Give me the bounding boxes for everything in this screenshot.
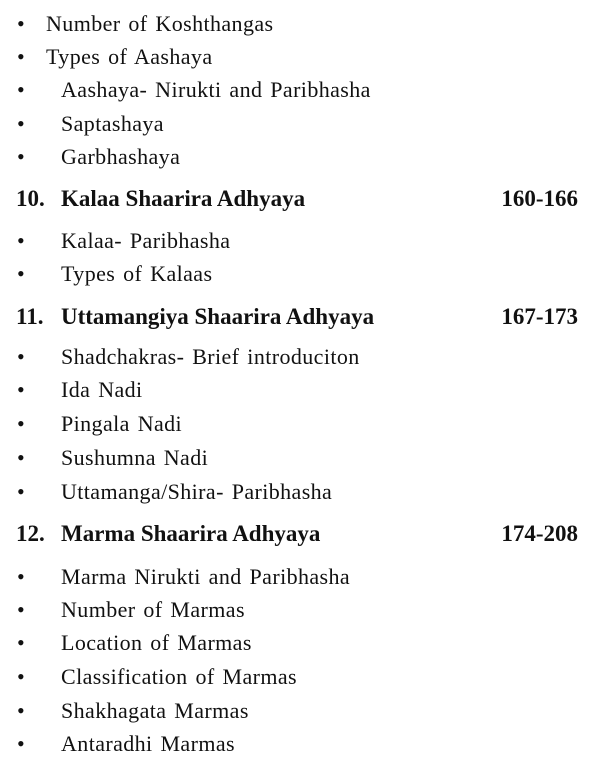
bullet-icon: • bbox=[17, 564, 25, 589]
list-item: • Ida Nadi bbox=[0, 375, 600, 405]
list-item: • Antaradhi Marmas bbox=[0, 729, 600, 759]
list-item: • Number of Marmas bbox=[0, 595, 600, 625]
bullet-icon: • bbox=[17, 144, 25, 169]
page-range: 174-208 bbox=[501, 521, 578, 546]
bullet-icon: • bbox=[17, 111, 25, 136]
bullet-icon: • bbox=[17, 445, 25, 470]
list-item: • Saptashaya bbox=[0, 109, 600, 139]
list-item: • Marma Nirukti and Paribhasha bbox=[0, 562, 600, 592]
page-range: 160-166 bbox=[501, 186, 578, 211]
list-item: • Types of Aashaya bbox=[0, 42, 600, 72]
list-item: • Aashaya- Nirukti and Paribhasha bbox=[0, 75, 600, 105]
bullet-icon: • bbox=[17, 228, 25, 253]
bullet-icon: • bbox=[17, 630, 25, 655]
bullet-icon: • bbox=[17, 731, 25, 756]
chapter-heading: 10. Kalaa Shaarira Adhyaya 160-166 bbox=[0, 184, 600, 214]
bullet-icon: • bbox=[17, 377, 25, 402]
bullet-icon: • bbox=[17, 479, 25, 504]
list-item: • Shadchakras- Brief introduciton bbox=[0, 342, 600, 372]
list-item: • Sushumna Nadi bbox=[0, 443, 600, 473]
list-item: • Types of Kalaas bbox=[0, 259, 600, 289]
bullet-icon: • bbox=[17, 261, 25, 286]
list-item: • Garbhashaya bbox=[0, 142, 600, 172]
list-item: • Shakhagata Marmas bbox=[0, 696, 600, 726]
list-item: • Location of Marmas bbox=[0, 628, 600, 658]
bullet-icon: • bbox=[17, 77, 25, 102]
page-range: 167-173 bbox=[501, 304, 578, 329]
bullet-icon: • bbox=[17, 698, 25, 723]
bullet-icon: • bbox=[17, 11, 25, 36]
list-item: • Number of Koshthangas bbox=[0, 9, 600, 39]
list-item: • Kalaa- Paribhasha bbox=[0, 226, 600, 256]
bullet-icon: • bbox=[17, 411, 25, 436]
list-item: • Uttamanga/Shira- Paribhasha bbox=[0, 477, 600, 507]
bullet-icon: • bbox=[17, 344, 25, 369]
list-item: • Pingala Nadi bbox=[0, 409, 600, 439]
chapter-heading: 11. Uttamangiya Shaarira Adhyaya 167-173 bbox=[0, 302, 600, 332]
bullet-icon: • bbox=[17, 664, 25, 689]
bullet-icon: • bbox=[17, 44, 25, 69]
bullet-icon: • bbox=[17, 597, 25, 622]
list-item: • Classification of Marmas bbox=[0, 662, 600, 692]
chapter-heading: 12. Marma Shaarira Adhyaya 174-208 bbox=[0, 519, 600, 549]
